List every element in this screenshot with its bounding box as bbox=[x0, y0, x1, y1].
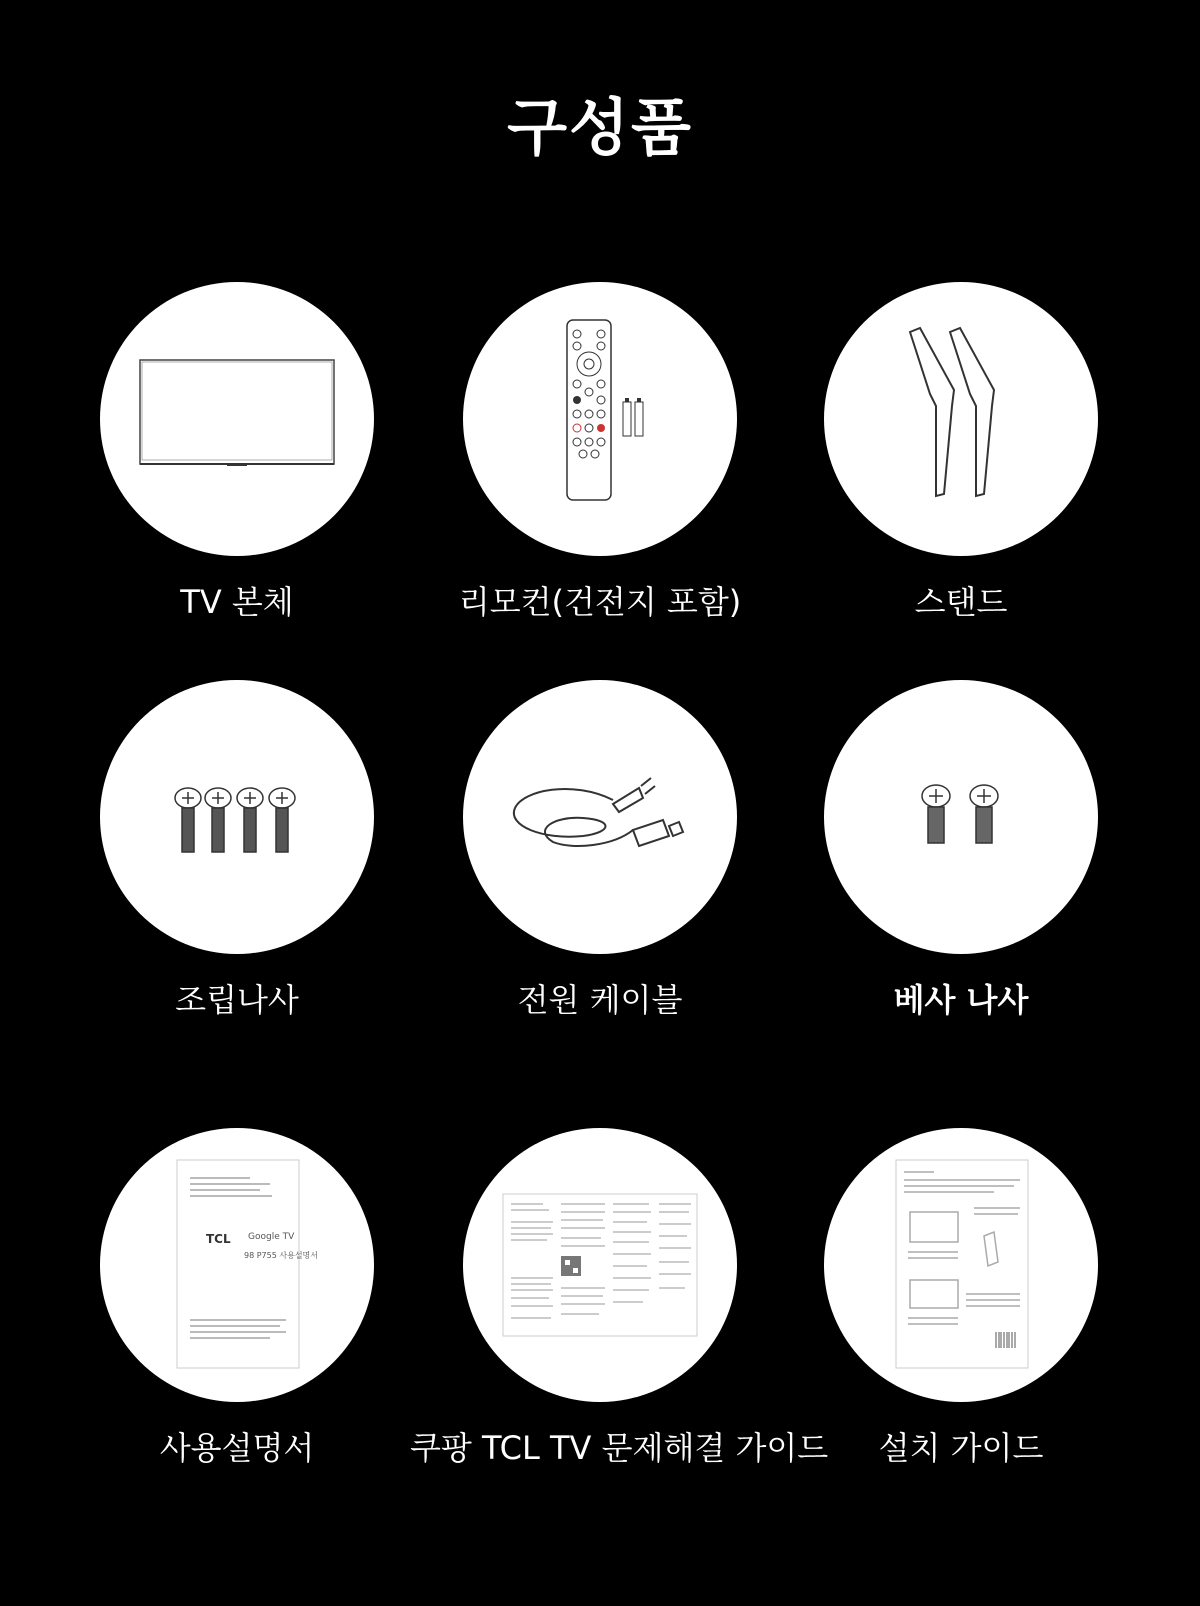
item-label: 리모컨(건전지 포함) bbox=[458, 583, 742, 621]
item-remote bbox=[410, 282, 790, 624]
item-power-cable bbox=[410, 680, 790, 1022]
item-troubleshooting-guide bbox=[410, 1128, 829, 1470]
item-user-manual bbox=[47, 1128, 427, 1470]
manual-brand: TCL bbox=[206, 1232, 231, 1246]
item-label: TV 본체 bbox=[180, 583, 294, 621]
item-label: 쿠팡 TCL TV 문제해결 가이드 bbox=[410, 1429, 829, 1467]
manual-icon bbox=[100, 1128, 374, 1402]
item-label: 베사 나사 bbox=[893, 981, 1029, 1019]
screws-icon bbox=[100, 680, 374, 954]
item-tv bbox=[47, 282, 427, 624]
item-label: 조립나사 bbox=[175, 981, 299, 1019]
manual-partner: Google TV bbox=[248, 1232, 295, 1242]
stand-icon bbox=[824, 282, 1098, 556]
item-label: 사용설명서 bbox=[159, 1429, 315, 1467]
manual-model: 98 P755 사용설명서 bbox=[244, 1251, 318, 1260]
vesa-screws-icon bbox=[824, 680, 1098, 954]
installation-guide-icon bbox=[824, 1128, 1098, 1402]
remote-icon bbox=[463, 282, 737, 556]
item-label: 설치 가이드 bbox=[878, 1429, 1044, 1467]
item-assembly-screws bbox=[47, 680, 427, 1022]
tv-icon bbox=[100, 282, 374, 556]
power-cable-icon bbox=[463, 680, 737, 954]
item-vesa-screws bbox=[771, 680, 1151, 1022]
item-stand bbox=[771, 282, 1151, 624]
item-label: 스탠드 bbox=[914, 583, 1008, 621]
troubleshooting-guide-icon bbox=[463, 1128, 737, 1402]
page-title: 구성품 bbox=[507, 91, 693, 164]
item-label: 전원 케이블 bbox=[517, 981, 683, 1019]
item-installation-guide bbox=[771, 1128, 1151, 1470]
